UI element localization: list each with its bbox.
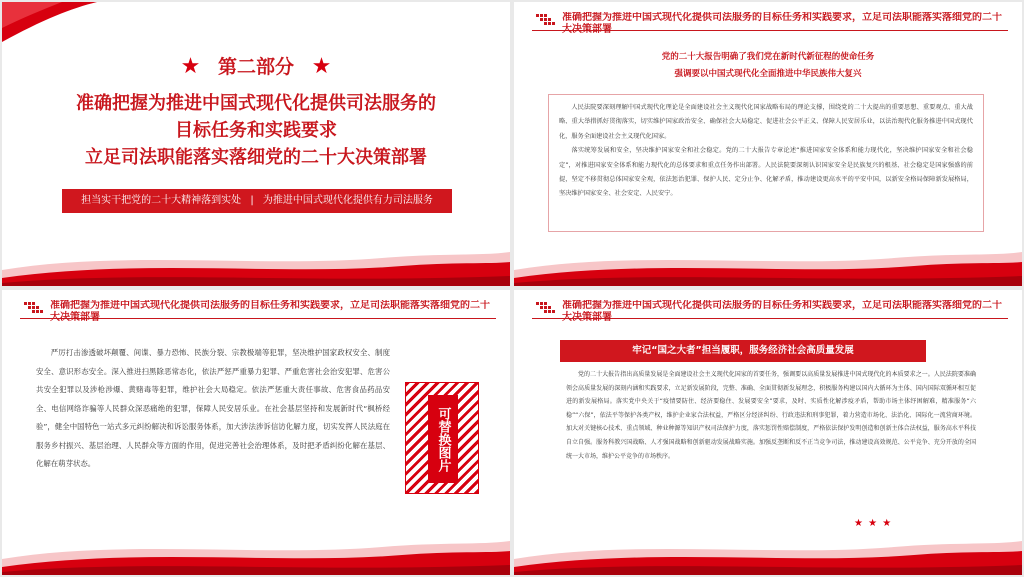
title-line-3: 立足司法职能落实落细党的二十大决策部署 <box>85 147 427 168</box>
placeholder-label: 可替换图片 <box>428 395 458 483</box>
slide-mission-tasks[interactable] <box>514 2 1022 286</box>
footer-stars: ★ ★ ★ <box>854 518 893 529</box>
paragraph-1: 人民法院要深刻理解中国式现代化理论是全面建设社会主义现代化国家战略布局的理论支撑，围绕党的二十大提出的重要思想、重要观点、重大战略、重大举措抓好贯彻落实，切实维护国家政治安全、确保社会大局稳定、促进社会公平正义、保障人民安居乐业，以法治现代化服务推进中国式现代化，服务全面建设社会主义现代化国家。 <box>559 104 973 140</box>
title-line-2: 目标任务和实践要求 <box>175 120 337 141</box>
slide-high-quality-development[interactable] <box>514 290 1022 575</box>
banner-separator: | <box>250 195 254 206</box>
star-icon: ★ <box>311 54 332 79</box>
red-wave-decoration <box>2 240 510 286</box>
title-line-1: 准确把握为推进中国式现代化提供司法服务的 <box>76 93 436 114</box>
paragraph: 党的二十大报告指出高质量发展是全面建设社会主义现代化国家的首要任务，强调要以高质量发展推进中国式现代化的本质要求之一。人民法院要准确领会高质量发展的深刻内涵和实践要求，立足新发展阶段，完整、准确、全面贯彻新发展理念，积极服务构建以国内大循环为主体、国内国际双循环相互促进的新发展格局。落实党中央关于“疫情要防住、经济要稳住、发展要安全”要求，及时、实质性化解涉疫矛盾，帮助市场主体纾困解难，精准服务“六稳”“六保”，依法平等保护各类产权，维护企业家合法权益，严格区分经济纠纷、行政违法和刑事犯罪，着力营造市场化、法治化、国际化一流营商环境。加大对关键核心技术、重点领域、种业种源等知识产权司法保护力度，落实惩罚性赔偿制度，严格依法保护发明创造和创新主体合法权益，服务高水平科技自立自强。服务科教兴国战略、人才强国战略和创新驱动发展战略实施。加强反垄断和反不正当竞争司法，推动建设高效规范、公平竞争、充分开放的全国统一大市场，维护公平竞争的市场秩序。 <box>566 371 976 460</box>
subtitle-line-1: 党的二十大报告明确了我们党在新时代新征程的使命任务 <box>661 52 875 62</box>
header-divider <box>20 318 496 319</box>
paragraph: 严厉打击渗透破坏颠覆、间谍、暴力恐怖、民族分裂、宗教极端等犯罪，坚决维护国家政权安全、制度安全、意识形态安全。深入推进扫黑除恶常态化，依法严惩严重暴力犯罪、严重危害社会治安犯罪、危害公共安全犯罪以及涉枪涉爆、黄赌毒等犯罪，维护社会大局稳定。依法严惩重大责任事故、危害食品药品安全、电信网络诈骗等人民群众深恶痛绝的犯罪，保障人民安居乐业。在社会基层坚持和发展新时代“枫桥经验”，健全中国特色一站式多元纠纷解决和诉讼服务体系，加大涉法涉诉信访化解力度，切实发挥人民法庭在服务乡村振兴、基层治理、人民群众等方面的作用，促进完善社会治理体系，及时把矛盾纠纷化解在基层、化解在萌芽状态。 <box>36 348 390 468</box>
slide-header-title: 准确把握为推进中国式现代化提供司法服务的目标任务和实践要求，立足司法职能落实落细党的二十 <box>50 300 490 311</box>
subtitle-block <box>514 49 1022 83</box>
red-wave-decoration <box>2 529 510 575</box>
dots-icon <box>536 14 558 28</box>
banner-right-text: 为推进中国式现代化提供有力司法服务 <box>262 195 433 206</box>
part-heading <box>2 52 510 79</box>
slide-security-stability[interactable] <box>2 290 510 575</box>
banner-left-text: 担当实干把党的二十大精神落到实处 <box>81 195 242 206</box>
red-wave-decoration <box>514 240 1022 286</box>
slide-part-two-cover[interactable] <box>2 2 510 286</box>
red-wave-decoration <box>514 529 1022 575</box>
header-divider <box>532 318 1008 319</box>
content-box <box>548 94 984 232</box>
dots-icon <box>536 302 558 316</box>
dots-icon <box>24 302 46 316</box>
section-title <box>2 90 510 171</box>
star-icon: ★ <box>180 54 201 79</box>
header-divider <box>532 30 1008 31</box>
part-label: 第二部分 <box>217 56 294 78</box>
section-banner: 牢记“国之大者”担当履职，服务经济社会高质量发展 <box>560 340 926 362</box>
image-placeholder[interactable] <box>405 382 479 494</box>
subtitle-line-2: 强调要以中国式现代化全面推进中华民族伟大复兴 <box>674 69 862 79</box>
slide-header-title: 准确把握为推进中国式现代化提供司法服务的目标任务和实践要求，立足司法职能落实落细党的二十 <box>562 300 1002 311</box>
slide-header-title: 准确把握为推进中国式现代化提供司法服务的目标任务和实践要求，立足司法职能落实落细党的二十 <box>562 12 1002 23</box>
subtitle-banner <box>62 189 452 213</box>
paragraph-2: 落实统筹发展和安全，坚决维护国家安全和社会稳定。党的二十大报告专章论述“推进国家安全体系和能力现代化，坚决维护国家安全和社会稳定”，对推进国家安全体系和能力现代化的总体要求和重点任务作出部署。人民法院要深刻认识国家安全是民族复兴的根基、社会稳定是国家强盛的前提，坚定不移贯彻总体国家安全观，依法惩治犯罪、保护人民、定分止争、化解矛盾，推动建设更高水平的平安中国，以新安全格局保障新发展格局，坚决维护国家安全、社会安定、人民安宁。 <box>559 147 973 198</box>
